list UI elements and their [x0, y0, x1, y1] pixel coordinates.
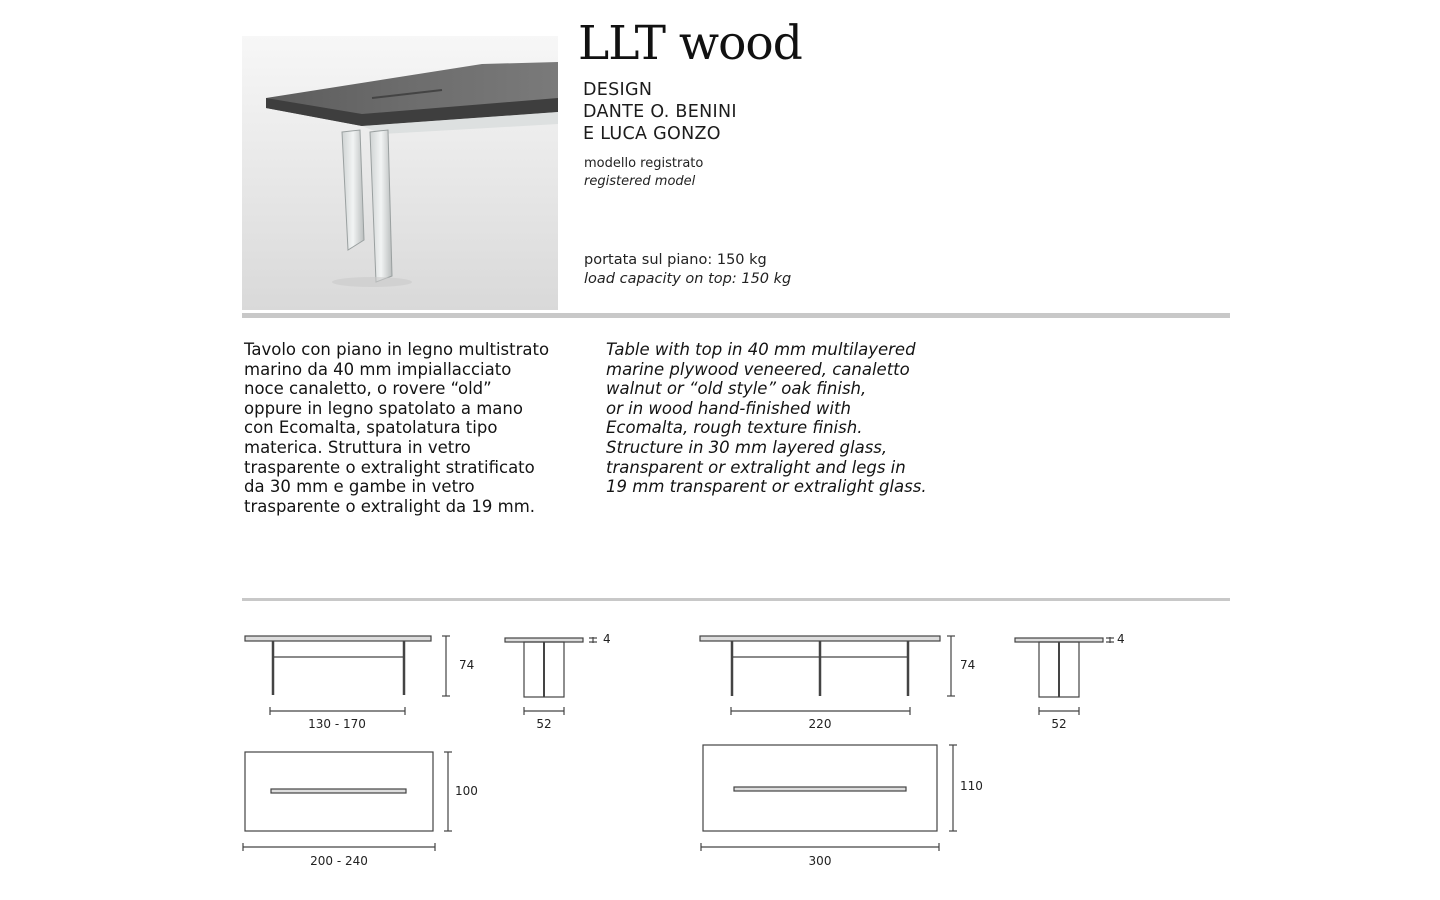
registered-model-en: registered model	[584, 174, 696, 189]
small-length-label: 130 - 170	[308, 717, 366, 731]
designer-name-2: E LUCA GONZO	[583, 124, 721, 144]
small-plan-view	[243, 752, 452, 851]
description-italian: Tavolo con piano in legno multistrato marino da 40 mm impiallacciato noce canaletto, o rovere “old” oppure in legno spatolato a mano con Ecomalta, spatolatura tipo materica. Struttura in vetro trasparente o extralight stratificato da 30 mm e gambe in vetro trasparente o extralight da 19 mm.	[244, 340, 550, 516]
product-title: LLT wood	[578, 16, 802, 71]
designer-name-1: DANTE O. BENINI	[583, 102, 737, 122]
small-plan-length-label: 200 - 240	[310, 854, 368, 868]
load-capacity-en: load capacity on top: 150 kg	[584, 271, 792, 287]
small-side-width-label: 52	[536, 717, 552, 731]
technical-drawings	[0, 600, 1440, 900]
large-plan-length-label: 300	[808, 854, 832, 868]
large-top-thickness-label: 4	[1117, 632, 1125, 646]
description-english: Table with top in 40 mm multilayered marine plywood veneered, canaletto walnut or “old style” oak finish, or in wood hand-finished with Ecomalta, rough texture finish. Structure in 30 mm layered glass, transparent or extralight and legs in 19 mm transparent or extralight glass.	[606, 340, 927, 497]
large-side-elevation	[1015, 637, 1114, 715]
product-photo	[242, 36, 558, 310]
registered-model-it: modello registrato	[584, 156, 704, 171]
large-side-width-label: 52	[1051, 717, 1067, 731]
table-render	[242, 36, 558, 310]
small-front-elevation	[245, 636, 450, 715]
large-length-label: 220	[808, 717, 832, 731]
small-height-label: 74	[459, 658, 475, 672]
large-plan-view	[701, 745, 957, 851]
large-plan-depth-label: 110	[960, 779, 983, 793]
small-plan-depth-label: 100	[455, 784, 478, 798]
design-label: DESIGN	[583, 80, 653, 100]
large-front-elevation	[700, 636, 955, 715]
section-divider-top	[242, 313, 1230, 318]
small-top-thickness-label: 4	[603, 632, 611, 646]
large-height-label: 74	[960, 658, 976, 672]
load-capacity-it: portata sul piano: 150 kg	[584, 252, 767, 268]
small-side-elevation	[505, 637, 597, 715]
